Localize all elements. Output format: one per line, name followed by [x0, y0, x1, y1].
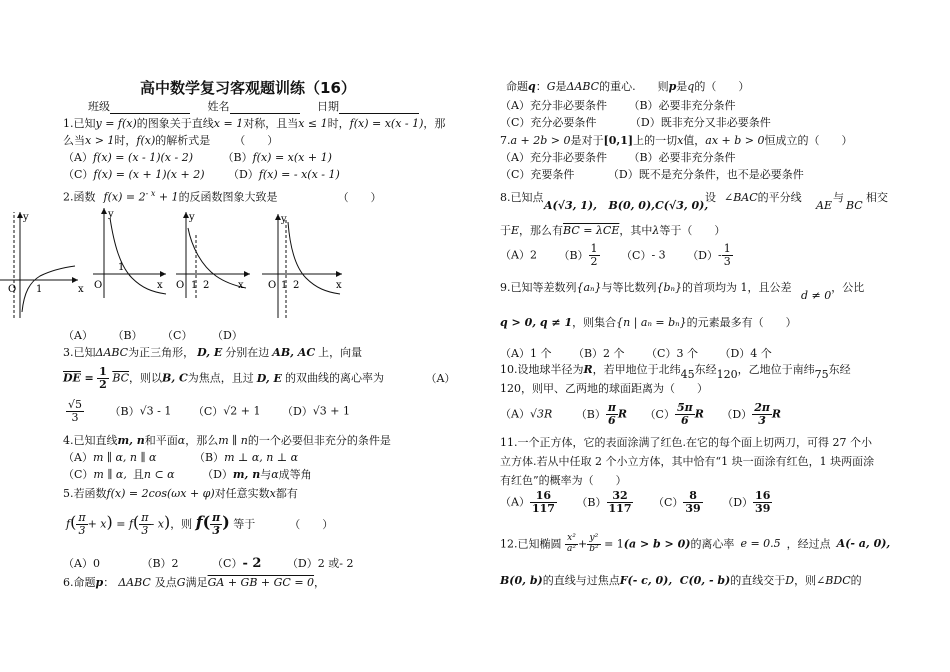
q1-text: 时，	[327, 117, 350, 130]
q4-option-c[interactable]: n ⊂ α	[143, 468, 175, 481]
q4-option-d[interactable]: α	[271, 468, 279, 481]
g2-origin: O	[94, 280, 103, 291]
q2-text: 的反函数图象大致是	[178, 190, 278, 204]
q10-option-a-label[interactable]: （A）	[500, 407, 530, 421]
g4-x-label: x	[336, 280, 342, 291]
q1-math: x ≤ 1	[298, 117, 328, 130]
q1-text: 对称，且当	[243, 117, 299, 130]
class-label: 班级	[88, 100, 110, 113]
q4-math: m ∥ n	[218, 434, 248, 447]
q8-math: ∠BAC	[724, 191, 758, 204]
q6-stem	[63, 576, 325, 590]
q1-option-a-label[interactable]: （A）	[63, 151, 93, 164]
q8-option-d-label[interactable]: （D）	[687, 248, 719, 262]
q1-text: 的解析式是	[155, 134, 211, 147]
q6-text: 命题	[506, 80, 528, 93]
q8-text: 等于（ ）	[659, 224, 726, 237]
q8-options	[500, 243, 733, 268]
g3-tick-1: 1	[191, 280, 198, 291]
q4-text: 的一个必要但非充分的条件是	[247, 434, 391, 447]
q11-option-d-label[interactable]: （D）	[722, 495, 754, 509]
q3-text: 上，向量	[318, 346, 363, 359]
q10-option-b[interactable]: R	[617, 407, 628, 421]
q3-option-a[interactable]: $\frac{√5}{3}$	[68, 398, 83, 425]
q5-option-d[interactable]: - 2	[339, 557, 354, 570]
q10-option-c[interactable]: $\frac{5\pi}{6}$	[676, 401, 693, 428]
q8-stem-line2	[500, 224, 725, 238]
q5-math: x	[269, 487, 276, 500]
q3-option-d[interactable]: √3 + 1	[312, 404, 351, 418]
q8-math: BC	[846, 199, 863, 212]
q12-math: ∠BDC	[816, 574, 851, 587]
q11-line2: 立方体.若从中任取 2 个小立方体，其中恰有“1 块一面涂有红色，1 块两面涂	[500, 455, 875, 468]
q3-option-b-label[interactable]: （B）	[109, 404, 140, 418]
q4-text: ，那么	[185, 434, 219, 447]
q11-option-d[interactable]: $\frac{16}{39}$	[755, 489, 771, 516]
q4-option-c[interactable]: m ∥ α,	[93, 468, 127, 481]
q5-equation: f( $\frac{\pi}{3}$ + x) = f( $\frac{\pi}{3}$ - x)，则 f( $\frac{\pi}{3}$ ) 等于 （ ）	[66, 511, 334, 538]
q8-option-b[interactable]: $\frac{1}{2}$	[590, 242, 598, 269]
q2-option-d[interactable]: （D）	[211, 329, 243, 342]
q4-option-a[interactable]: m ∥ α, n ∥ α	[92, 451, 157, 464]
q6-text: ：	[535, 80, 547, 93]
q7-text: 上的一切	[633, 134, 678, 147]
q10-text: ，乙地位于南纬	[737, 363, 815, 376]
q10-text: ，则甲、乙两地的球面距离为（ ）	[521, 382, 708, 395]
q9-text: 的元素最多有（ ）	[686, 316, 797, 329]
q8-text: 于	[500, 224, 511, 237]
q8-text: 相交	[866, 191, 888, 204]
q9-text: ，公比	[831, 281, 865, 294]
q3-text: ，则以	[129, 371, 163, 385]
q3-option-c-label[interactable]: （C）	[192, 404, 224, 418]
q5-math: + x	[87, 517, 107, 531]
q1-option-c-label[interactable]: （C）	[63, 168, 94, 181]
q6-text: ：	[103, 576, 115, 589]
q8-option-a[interactable]: （A）2	[500, 248, 537, 262]
q2-option-a[interactable]: （A）	[63, 329, 93, 342]
q3-text: 的双曲线的离心率为	[284, 371, 384, 385]
q6-math: p	[95, 576, 104, 589]
q1-text: 么当	[63, 134, 85, 147]
q4-options-ab	[63, 451, 298, 465]
q6-text: 是	[555, 80, 567, 93]
q4-option-d[interactable]: m, n	[232, 468, 261, 481]
g4-tick-2: 2	[293, 280, 300, 291]
q9-stem-line2	[500, 316, 797, 330]
q10-math: R	[583, 363, 593, 376]
q6-options-cd	[500, 116, 771, 130]
q3-option-c[interactable]: √2 + 1	[223, 404, 261, 418]
q1-option-b-label[interactable]: （B）	[222, 151, 253, 164]
q4-text: 成等角	[278, 468, 312, 481]
q5-answer-bracket: （ ）	[289, 517, 334, 531]
q12-text: 的	[850, 574, 862, 587]
q4-math: m, n	[117, 434, 145, 447]
q10-option-c[interactable]: R	[694, 407, 704, 421]
q6-text: 6.命题	[63, 576, 96, 589]
q1-text: ，那	[423, 117, 446, 130]
q8-stem-c	[816, 199, 832, 213]
q6-text: 的重心. 则	[599, 80, 669, 93]
q1-text: 时，	[114, 134, 137, 147]
g1-x-label: x	[78, 284, 84, 295]
q3-text: 3.已知	[63, 346, 96, 359]
q3-half-fraction: $\frac{1}{2}$	[99, 365, 107, 392]
q6-text: 的（ ）	[694, 80, 750, 93]
q4-option-d-label[interactable]: （D）	[202, 468, 233, 481]
q9-option-c[interactable]: （C）3 个	[646, 347, 698, 360]
q12-stem	[500, 534, 890, 555]
q12-text: ，则	[794, 574, 817, 587]
q8-point-c: C(√3, 0),	[655, 199, 709, 212]
q8-text: ，其中	[619, 224, 653, 237]
q1-math: x > 1	[85, 134, 115, 147]
q12-point-b: B(0, b)	[500, 574, 543, 587]
q6-math: q	[528, 80, 536, 93]
q3-option-b[interactable]: √3 - 1	[139, 404, 172, 418]
q1-answer-bracket: （ ）	[234, 134, 279, 147]
q10-option-b-label[interactable]: （B）	[575, 407, 606, 421]
q8-math: E	[511, 224, 520, 237]
q5-text: ，则	[170, 517, 193, 531]
q11-option-b-label[interactable]: （B）	[576, 495, 607, 509]
q8-stem-d	[833, 191, 844, 205]
q6-math: q	[687, 80, 695, 93]
q9-stem	[500, 281, 865, 302]
q11-option-c-label[interactable]: （C）	[652, 495, 684, 509]
q10-math: 45	[680, 368, 695, 381]
q7-text: 7.	[500, 134, 511, 147]
q1-math: y = f(x)	[95, 117, 137, 130]
q4-option-b-label[interactable]: （B）	[193, 451, 225, 464]
q8-points	[544, 199, 708, 213]
g3-y-label: y	[189, 212, 195, 223]
q3-vector-bc: $\overline{BC}$	[112, 371, 130, 385]
q8-stem-e	[846, 199, 863, 213]
q3-math: B, C	[162, 371, 188, 385]
q5-math: f(x) = 2cos(ωx + φ)	[106, 487, 215, 500]
header-fields	[88, 100, 419, 114]
q4-option-a-label[interactable]: （A）	[63, 451, 93, 464]
q5-text: 都有	[275, 487, 298, 500]
q8-text: 8.已知点	[500, 191, 544, 204]
q10-math: 75	[814, 368, 829, 381]
q7-text: 值，	[683, 134, 706, 147]
q1-text: 1.已知	[63, 117, 96, 130]
q3-vector-de: $\overline{DE}$	[63, 371, 81, 385]
q5-options	[63, 556, 353, 572]
q12-frac-y: $\frac{\text{y²}}{\text{b²}}$	[589, 533, 599, 554]
q6-math: p	[668, 80, 677, 93]
q10-stem-line2	[500, 382, 708, 396]
q3-math: =	[84, 371, 94, 385]
q7-text: 是对于	[570, 134, 604, 147]
q10-option-b[interactable]: $\frac{\pi}{6}$	[607, 401, 616, 428]
q4-stem	[63, 434, 391, 448]
q3-text: 为正三角形，	[128, 346, 195, 359]
class-field[interactable]	[110, 113, 190, 114]
g1-tick-1: 1	[36, 284, 43, 295]
q11-option-c[interactable]: $\frac{8}{39}$	[685, 489, 701, 516]
name-field[interactable]	[230, 113, 300, 114]
q12-text: 12.已知椭圆	[500, 537, 562, 551]
q12-stem-line2	[500, 574, 862, 588]
g3-origin: O	[176, 280, 185, 291]
q2-graph-c[interactable]	[176, 212, 250, 298]
g2-y-label: y	[108, 209, 114, 220]
q1-option-a[interactable]: f(x) = (x - 1)(x - 2)	[92, 151, 194, 164]
q11-option-b[interactable]: $\frac{32}{117}$	[608, 489, 632, 516]
q5-option-c[interactable]: - 2	[242, 556, 262, 571]
q5-math: - x	[150, 517, 164, 531]
q5-option-a[interactable]: （A）0	[63, 557, 100, 570]
q6-option-c[interactable]: （C）充分必要条件	[500, 116, 597, 129]
q12-text: ，经过点	[786, 537, 831, 551]
q3-options	[66, 399, 350, 424]
q4-text: 与	[260, 468, 272, 481]
q10-text: ，若甲地位于北纬	[592, 363, 681, 376]
q2-graph-d[interactable]	[262, 214, 342, 318]
q2-option-b[interactable]: （B）	[112, 329, 143, 342]
q4-option-b[interactable]: m ⊥ α, n ⊥ α	[224, 451, 299, 464]
q9-math: {n | aₙ = bₙ}	[616, 316, 687, 329]
q3-math: ΔABC	[95, 346, 129, 359]
q10-text: 东经	[694, 363, 717, 376]
g1-y-label: y	[23, 212, 29, 223]
q6-text: 及点	[154, 576, 177, 589]
q8-text: 与	[833, 191, 844, 204]
q9-math: q > 0, q ≠ 1	[500, 316, 573, 329]
q3-option-d-label[interactable]: （D）	[281, 404, 313, 418]
q12-math: D	[785, 574, 795, 587]
q3-text: 分别在边	[225, 346, 270, 359]
q11-line1: 11.一个正方体，它的表面涂满了红色.在它的每个面上切两刀，可得 27 个小	[500, 436, 872, 449]
q9-math: {bₙ}	[656, 281, 683, 294]
q7-option-a[interactable]: （A）充分非必要条件	[500, 151, 607, 164]
q2-graph-a[interactable]	[0, 212, 84, 318]
q2-answer-bracket: （ ）	[337, 190, 382, 204]
q3-text: 为焦点，且过	[187, 371, 254, 385]
q1-text: 的图象关于直线	[136, 117, 214, 130]
q4-text: 且	[132, 468, 144, 481]
q8-point-b: B(0, 0),	[608, 199, 655, 212]
g3-x-label: x	[238, 280, 244, 291]
q12-math: +	[577, 537, 588, 551]
q3-math: D, E	[197, 346, 223, 359]
q7-stem	[500, 134, 853, 148]
date-field[interactable]	[339, 113, 419, 114]
q9-option-b[interactable]: （B）2 个	[572, 347, 625, 360]
q2-graph-b[interactable]	[93, 208, 166, 298]
q12-frac-x: $\frac{\text{x²}}{\text{a²}}$	[567, 533, 576, 554]
q7-math: a + 2b > 0	[510, 134, 571, 147]
q10-math: 120	[716, 368, 738, 381]
q5-frac: $\frac{\pi}{3}$	[78, 511, 86, 538]
q7-options-cd	[500, 168, 804, 182]
q8-math: λ	[652, 224, 660, 237]
q12-math: (a > b > 0)	[623, 537, 691, 551]
q8-option-c-label[interactable]: （C）	[621, 248, 652, 262]
q8-text: 的平分线	[757, 191, 802, 204]
q5-option-d-label[interactable]: （D）2 或	[286, 557, 340, 570]
q2-text: 2.函数	[63, 190, 96, 204]
q1-math: f(x) = x(x - 1)	[349, 117, 424, 130]
q6-math: G	[546, 80, 556, 93]
q12-text: 的离心率	[690, 537, 735, 551]
q6-text: 是	[676, 80, 688, 93]
q2-stem	[63, 189, 382, 204]
q6-option-b[interactable]: （B）必要非充分条件	[628, 99, 736, 112]
q10-option-d-label[interactable]: （D）	[721, 407, 753, 421]
q6-option-a[interactable]: （A）充分非必要条件	[500, 99, 607, 112]
q12-text: 的直线交于	[730, 574, 786, 587]
q9-text: 9.已知等差数列	[500, 281, 577, 294]
q6-vector-sum: GA + GB + GC = 0	[207, 576, 315, 589]
name-label: 姓名	[207, 100, 230, 113]
q10-math: 120	[500, 382, 521, 395]
q4-option-c-label[interactable]: （C）	[63, 468, 94, 481]
q2-option-c[interactable]: （C）	[162, 329, 193, 342]
q4-text: 和平面	[144, 434, 178, 447]
q12-point-a: A(- a, 0),	[836, 537, 891, 551]
q11-option-a-label[interactable]: （A）	[500, 495, 530, 509]
q9-math: d ≠ 0	[801, 289, 832, 302]
q5-stem	[63, 487, 298, 501]
g2-x-label: x	[157, 280, 163, 291]
q6-math: ΔABC	[566, 80, 600, 93]
q10-option-d[interactable]: $\frac{2\pi}{3}$	[754, 401, 770, 428]
q1-options-cd	[63, 168, 340, 182]
q3-stem-line2	[63, 366, 455, 391]
q5-text: 5.若函数	[63, 487, 107, 500]
q2-options	[63, 329, 243, 343]
q7-text: 恒成立的（ ）	[764, 134, 853, 147]
q8-stem-f	[866, 191, 888, 205]
q8-text: 设	[705, 191, 716, 204]
q8-stem	[500, 191, 544, 205]
q8-stem-b	[705, 191, 802, 205]
q11-option-a[interactable]: $\frac{16}{117}$	[531, 489, 555, 516]
q1-stem-line2	[63, 134, 278, 148]
q6-math: ΔABC	[118, 576, 151, 589]
g1-origin: O	[8, 284, 17, 295]
g4-origin: O	[268, 280, 277, 291]
q1-option-b[interactable]: f(x) = x(x + 1)	[252, 151, 332, 164]
q7-math: ax + b > 0	[705, 134, 765, 147]
q8-point-a: A(√3, 1),	[544, 199, 597, 212]
q8-option-c[interactable]: - 3	[651, 248, 666, 262]
q9-option-a[interactable]: （A）1 个	[500, 347, 552, 360]
q8-option-b-label[interactable]: （B）	[558, 248, 589, 262]
q4-math: α	[177, 434, 186, 447]
q12-text: 的直线与过焦点	[542, 574, 620, 587]
q9-option-d[interactable]: （D）4 个	[719, 347, 772, 360]
q3-stem	[63, 346, 362, 360]
q6-text: 满足	[185, 576, 208, 589]
q8-math: AE	[816, 199, 832, 212]
g2-tick-1: 1	[118, 262, 125, 273]
q10-option-a[interactable]: √3R	[529, 407, 553, 421]
q9-math: {aₙ}	[576, 281, 602, 294]
page-title: 高中数学复习客观题训练（16）	[140, 79, 356, 97]
q10-stem	[500, 363, 851, 381]
q3-math: AB, AC	[272, 346, 316, 359]
q7-math: [0,1]	[603, 134, 634, 147]
q5-text: 对任意实数	[214, 487, 270, 500]
q1-option-c[interactable]: f(x) = (x + 1)(x + 2)	[93, 168, 205, 181]
q11-line3: 有红色”的概率为（ ）	[500, 474, 627, 487]
q5-frac: $\frac{\pi}{3}$	[212, 511, 221, 538]
q6-stem-line2	[506, 80, 749, 94]
q1-options-ab	[63, 151, 332, 165]
q6-text: ，	[314, 576, 326, 589]
q10-option-d[interactable]: R	[771, 407, 782, 421]
g3-tick-2: 2	[203, 280, 210, 291]
date-label: 日期	[317, 100, 339, 113]
q7-options-ab	[500, 151, 736, 165]
q12-math: = 1	[604, 537, 624, 551]
q2-math: - x	[145, 189, 156, 198]
q1-option-d[interactable]: f(x) = - x(x - 1)	[258, 168, 340, 181]
q1-math: f(x)	[136, 134, 156, 147]
q10-options	[500, 402, 781, 427]
q5-frac: $\frac{\pi}{3}$	[141, 511, 149, 538]
q3-option-a-label[interactable]: （A）	[425, 371, 456, 385]
q6-option-d[interactable]: （D）既非充分又非必要条件	[629, 116, 771, 129]
q8-option-d[interactable]: -	[718, 248, 722, 262]
q1-option-d-label[interactable]: （D）	[227, 168, 259, 181]
q3-math: D, E	[256, 371, 282, 385]
g4-y-label: y	[281, 214, 287, 225]
q1-stem	[63, 117, 445, 131]
q2-graphs	[0, 208, 345, 323]
q9-text: 与等比数列	[601, 281, 657, 294]
q9-options	[500, 347, 772, 361]
q9-text: ，则集合	[572, 316, 617, 329]
q12-math: e = 0.5	[740, 537, 781, 551]
q4-options-cd	[63, 468, 312, 482]
q4-text: 4.已知直线	[63, 434, 118, 447]
q2-math: f(x) = 2	[103, 190, 146, 204]
q7-option-b[interactable]: （B）必要非充分条件	[628, 151, 736, 164]
q6-math: G	[176, 576, 186, 589]
g4-tick-1: 1	[281, 280, 288, 291]
q6-options-ab	[500, 99, 736, 113]
q8-text: ，那么有	[519, 224, 564, 237]
q11-options	[500, 490, 772, 515]
q1-math: x = 1	[213, 117, 244, 130]
q9-text: 的首项均为 1，且公差	[682, 281, 792, 294]
q7-option-c[interactable]: （C）充要条件	[500, 168, 575, 181]
q2-math: + 1	[155, 190, 179, 204]
q5-option-b[interactable]: （B）2	[141, 557, 179, 570]
q12-point-c: C(0, - b)	[679, 574, 731, 587]
q8-option-d[interactable]: $\frac{1}{3}$	[723, 242, 731, 269]
q7-option-d[interactable]: （D）既不是充分条件，也不是必要条件	[607, 168, 804, 181]
q10-text: 东经	[828, 363, 851, 376]
q7-math: x	[677, 134, 684, 147]
q5-option-c-label[interactable]: （C）	[212, 557, 243, 570]
q5-text: 等于	[233, 517, 256, 531]
q8-math: BC = λCE	[563, 224, 620, 237]
q10-text: 10.设地球半径为	[500, 363, 584, 376]
q12-point-f: F(- c, 0),	[619, 574, 673, 587]
q10-option-c-label[interactable]: （C）	[644, 407, 675, 421]
